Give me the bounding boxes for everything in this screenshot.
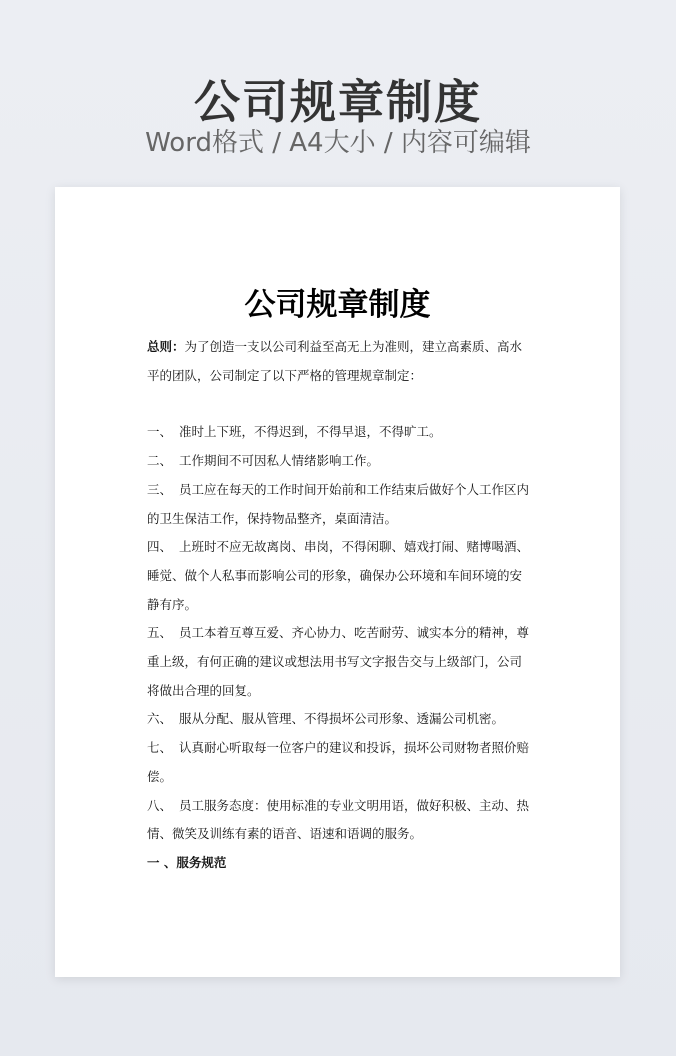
- section-heading: 一 、服务规范: [147, 854, 227, 870]
- item-number: 一、: [147, 424, 173, 440]
- list-item: [147, 792, 532, 849]
- paragraph-gap: [147, 390, 532, 418]
- document-body: [147, 333, 532, 878]
- intro-text: 为了创造一支以公司利益至高无上为准则，建立高素质、高水平的团队，公司制定了以下严格的管理规章制定：: [147, 339, 523, 383]
- document-title: 公司规章制度: [244, 287, 431, 323]
- item-number: 七、: [147, 740, 173, 756]
- item-number: 五、: [147, 625, 173, 641]
- list-item: [147, 533, 532, 619]
- item-number: 三、: [147, 481, 173, 497]
- header-title: 公司规章制度: [194, 75, 482, 129]
- item-text: 准时上下班，不得迟到，不得早退，不得旷工。: [179, 424, 442, 440]
- item-number: 四、: [147, 539, 173, 555]
- item-text: 认真耐心听取每一位客户的建议和投诉，损坏公司财物者照价赔偿。: [147, 740, 530, 784]
- item-text: 服从分配、服从管理、不得损坏公司形象、透漏公司机密。: [179, 711, 505, 727]
- intro-paragraph: [147, 333, 532, 390]
- item-number: 二、: [147, 453, 173, 469]
- list-item: [147, 705, 532, 734]
- list-item: [147, 418, 532, 447]
- item-number: 八、: [147, 797, 173, 813]
- item-number: 六、: [147, 711, 173, 727]
- item-text: 员工服务态度：使用标准的专业文明用语，做好积极、主动、热情、微笑及训练有素的语音、语速和语调的服务。: [147, 797, 530, 842]
- header-subtitle: Word格式 / A4大小 / 内容可编辑: [145, 128, 531, 158]
- item-text: 工作期间不可因私人情绪影响工作。: [179, 453, 380, 469]
- list-item: [147, 619, 532, 705]
- list-item: [147, 447, 532, 476]
- document-page: [55, 187, 620, 977]
- item-text: 员工本着互尊互爱、齐心协力、吃苦耐劳、诚实本分的精神，尊重上级，有何正确的建议或想法用书写文字报告交与上级部门，公司将做出合理的回复。: [147, 625, 530, 698]
- item-text: 上班时不应无故离岗、串岗，不得闲聊、嬉戏打闹、赌博喝酒、睡觉、做个人私事而影响公司的形象，确保办公环境和车间环境的安静有序。: [147, 539, 530, 612]
- list-item: [147, 476, 532, 533]
- item-text: 员工应在每天的工作时间开始前和工作结束后做好个人工作区内的卫生保洁工作，保持物品整齐，桌面清洁。: [147, 481, 530, 526]
- list-item: [147, 734, 532, 791]
- intro-label: 总则：: [147, 339, 185, 354]
